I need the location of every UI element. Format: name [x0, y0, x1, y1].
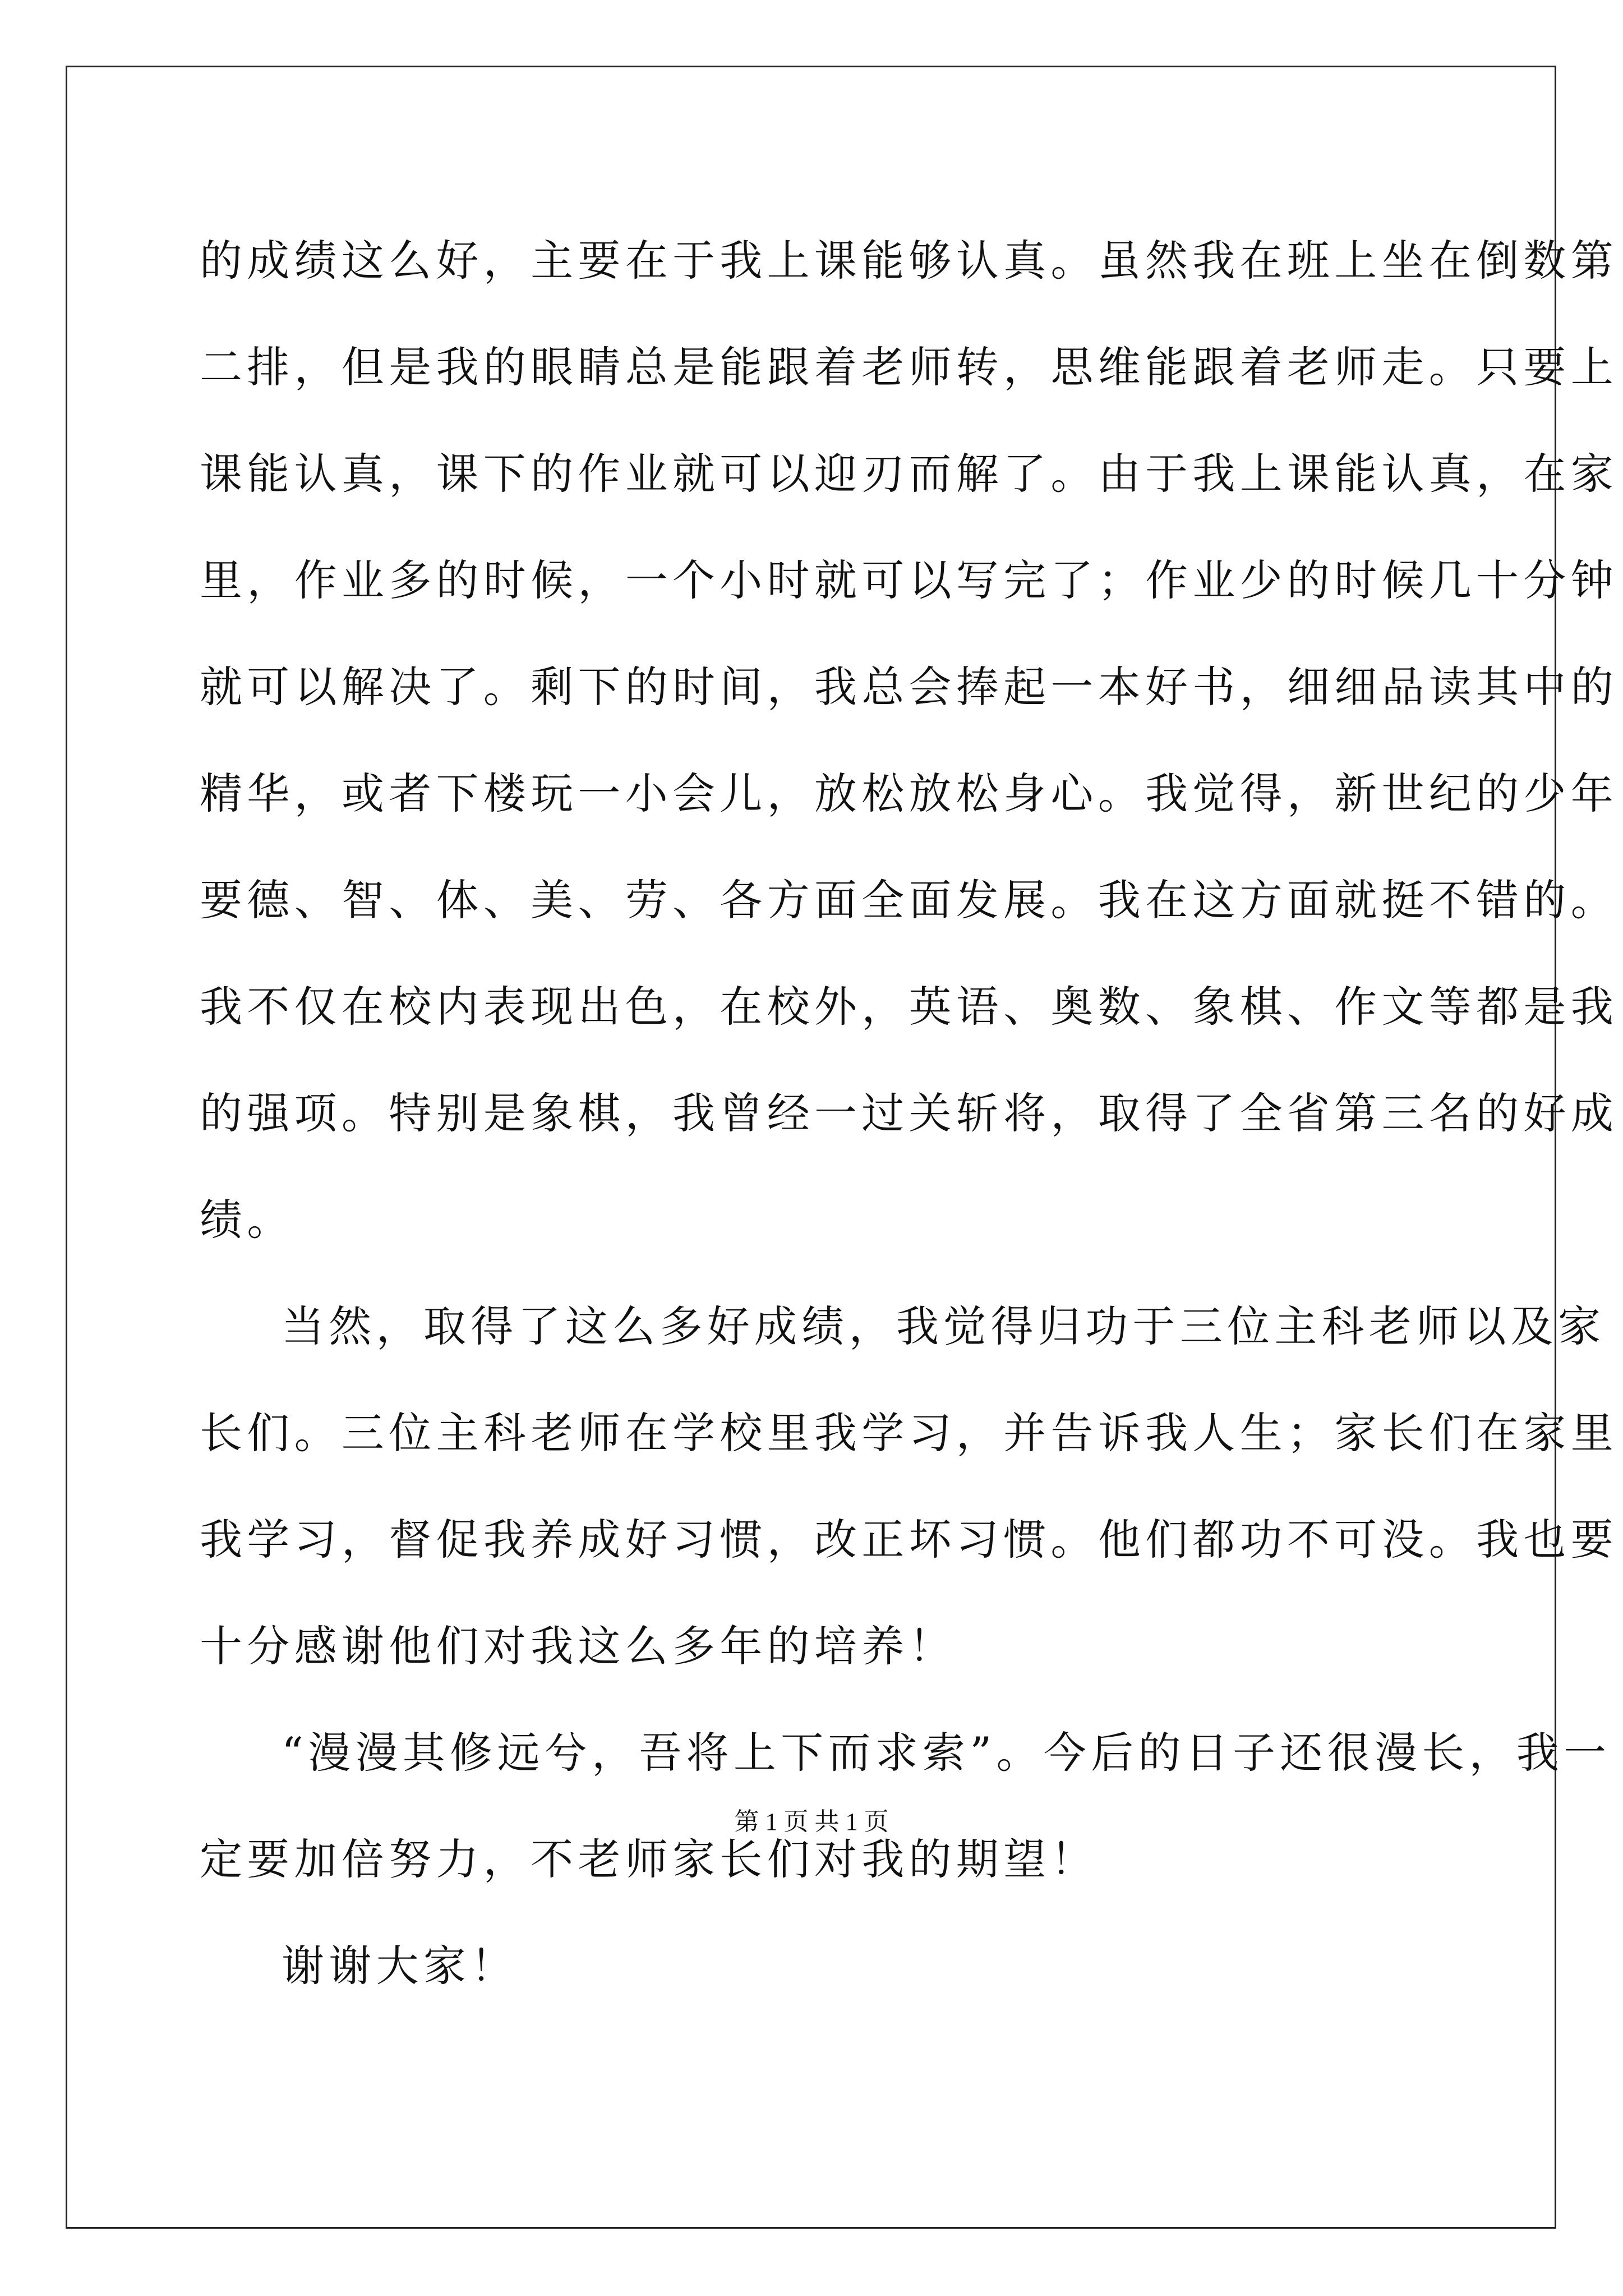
text-line: 的成绩这么好，主要在于我上课能够认真。虽然我在班上坐在倒数第 — [200, 236, 1618, 286]
document-body — [200, 208, 1618, 2019]
page-number-footer: 第 1 页 共 1 页 — [734, 1808, 889, 1835]
text-line: 要德、智、体、美、劳、各方面全面发展。我在这方面就挺不错的。 — [200, 875, 1618, 925]
text-line: 里，作业多的时候，一个小时就可以写完了；作业少的时候几十分钟 — [200, 555, 1618, 605]
closing-line: 谢谢大家！ — [282, 1941, 518, 1991]
text-line: 的强项。特别是象棋，我曾经一过关斩将，取得了全省第三名的好成 — [200, 1088, 1618, 1138]
text-line: 精华，或者下楼玩一小会儿，放松放松身心。我觉得，新世纪的少年 — [200, 769, 1618, 818]
text-line: 长们。三位主科老师在学校里我学习，并告诉我人生；家长们在家里 — [200, 1408, 1618, 1458]
text-line: 课能认真，课下的作业就可以迎刃而解了。由于我上课能认真，在家 — [200, 449, 1618, 499]
text-line: 十分感谢他们对我这么多年的培养！ — [200, 1621, 956, 1671]
text-line: 我学习，督促我养成好习惯，改正坏习惯。他们都功不可没。我也要 — [200, 1515, 1618, 1565]
text-line: 绩。 — [200, 1195, 294, 1245]
paragraph-first-line: 当然，取得了这么多好成绩，我觉得归功于三位主科老师以及家 — [282, 1301, 1606, 1351]
text-line: 就可以解决了。剩下的时间，我总会捧起一本好书，细细品读其中的 — [200, 662, 1618, 712]
paragraph-first-line: “漫漫其修远兮，吾将上下而求索”。今后的日子还很漫长，我一 — [282, 1728, 1611, 1778]
text-line: 定要加倍努力，不老师家长们对我的期望！ — [200, 1834, 1098, 1884]
text-line: 二排，但是我的眼睛总是能跟着老师转，思维能跟着老师走。只要上 — [200, 342, 1618, 392]
text-line: 我不仅在校内表现出色，在校外，英语、奥数、象棋、作文等都是我 — [200, 982, 1618, 1032]
